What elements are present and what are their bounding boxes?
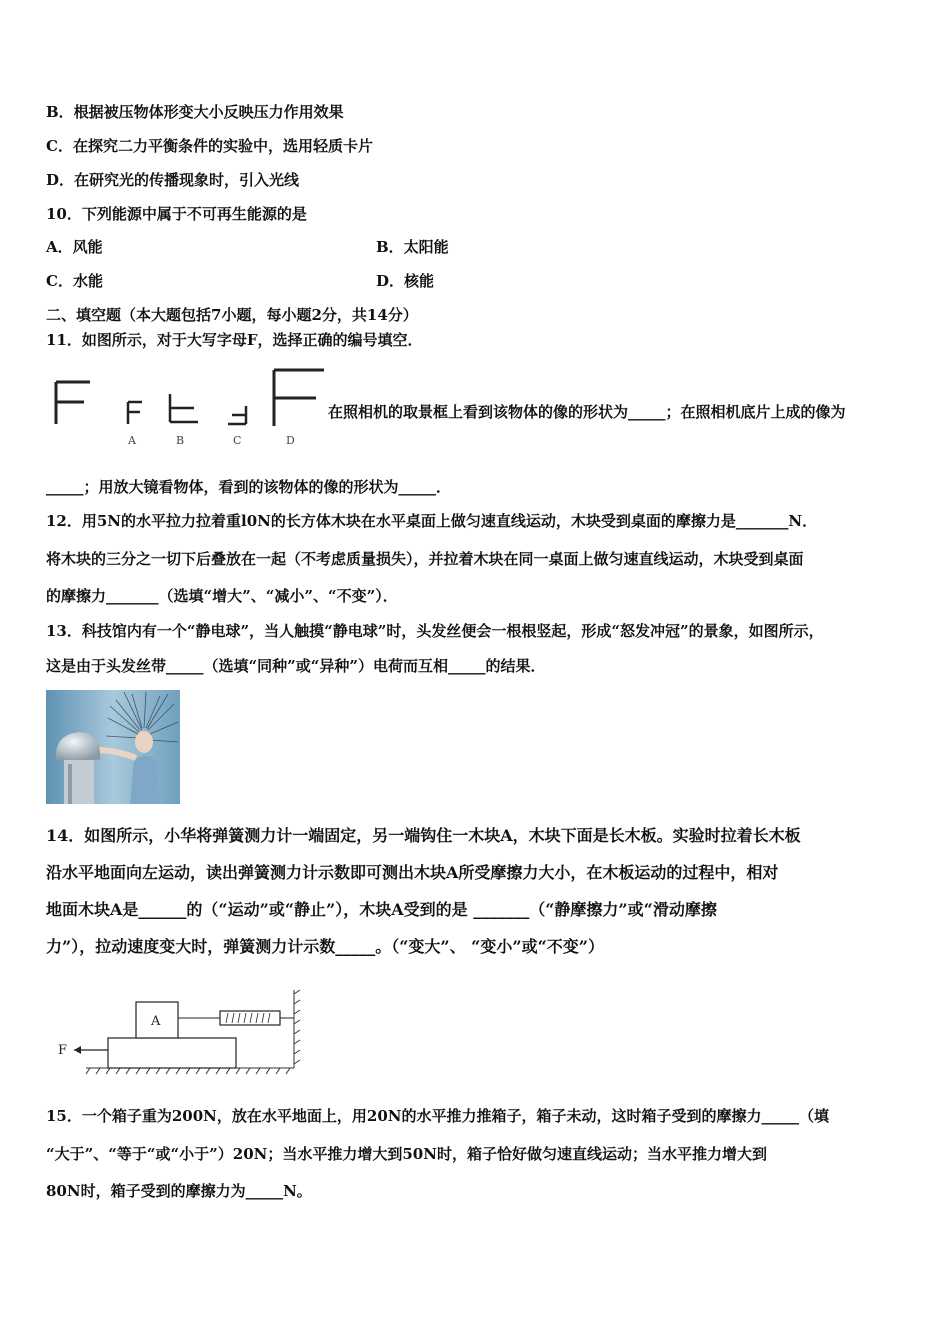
q10-option-d: D．核能 [376,272,435,290]
block-a-label: A [151,1014,161,1029]
question-11-text-1: 在照相机的取景框上看到该物体的像的形状为_____；在照相机底片上成的像为 [328,403,846,421]
long-board [108,1038,236,1068]
question-14-line-2: 沿水平地面向左运动，读出弹簧测力计示数即可测出木块A所受摩擦力大小，在木板运动的过程中，相对 [46,863,779,882]
option-d-line: D．在研究光的传播现象时，引入光线 [46,171,300,189]
figure-label-b: B [176,434,185,447]
option-c-line: C．在探究二力平衡条件的实验中，选用轻质卡片 [46,137,373,155]
image-b-icon [170,394,198,422]
question-15-line-3: 80N时，箱子受到的摩擦力为_____N。 [46,1182,312,1200]
letter-f-figure [48,366,328,450]
image-c-icon [228,406,246,424]
question-14-line-3: 地面木块A是______的（“运动”或“静止”），木块A受到的是 _______（“静摩擦力”或“滑动摩擦 [46,900,717,919]
static-electricity-photo [46,690,180,804]
section-2-heading: 二、填空题（本大题包括7小题，每小题2分，共14分） [46,306,418,324]
question-15-line-2: “大于”、“等于“或“小于”）20N；当水平推力增大到50N时，箱子恰好做匀速直线运动；当水平推力增大到 [46,1145,767,1163]
ground-hatching [86,1068,294,1074]
question-15-line-1: 15．一个箱子重为200N，放在水平地面上，用20N的水平推力推箱子，箱子未动，这时箱子受到的摩擦力_____（填 [46,1107,829,1125]
question-11: 11．如图所示，对于大写字母F，选择正确的编号填空． [46,331,423,349]
original-f-icon [56,382,90,424]
question-12-line-3: 的摩擦力_______（选填“增大”、“减小”、“不变”）． [46,587,398,605]
question-12-line-2: 将木块的三分之一切下后叠放在一起（不考虑质量损失），并拉着木块在同一桌面上做匀速直线运动，木块受到桌面 [46,550,804,568]
question-13-line-1: 13．科技馆内有一个“静电球”，当人触摸“静电球”时，头发丝便会一根根竖起，形成“怒发冲冠”的景象，如图所示， [46,622,824,640]
image-d-icon [274,370,324,426]
question-10: 10．下列能源中属于不可再生能源的是 [46,205,307,223]
image-a-icon [128,402,142,424]
figure-label-c: C [233,434,242,447]
question-13-line-2: 这是由于头发丝带_____（选填“同种”或“异种”）电荷而互相_____的结果． [46,657,546,675]
friction-experiment-figure [56,986,306,1078]
figure-label-d: D [286,434,295,447]
wall-hatching [294,990,300,1068]
question-12-line-1: 12．用5N的水平拉力拉着重l0N的长方体木块在水平桌面上做匀速直线运动，木块受到桌面的摩擦力是_______N． [46,512,818,530]
question-14-line-1: 14．如图所示，小华将弹簧测力计一端固定，另一端钩住一木块A，木块下面是长木板。实验时拉着长木板 [46,826,801,845]
question-11-text-2: _____；用放大镜看物体，看到的该物体的像的形状为_____． [46,478,452,496]
q10-option-c: C．水能 [46,272,103,290]
force-label: F [58,1043,68,1058]
q10-option-b: B．太阳能 [376,238,449,256]
option-b-line: B．根据被压物体形变大小反映压力作用效果 [46,103,344,121]
figure-label-a: A [128,434,136,447]
q10-option-a: A．风能 [46,238,103,256]
question-14-line-4: 力”），拉动速度变大时，弹簧测力计示数_____。（“变大”、 “变小”或“不变”） [46,937,604,956]
